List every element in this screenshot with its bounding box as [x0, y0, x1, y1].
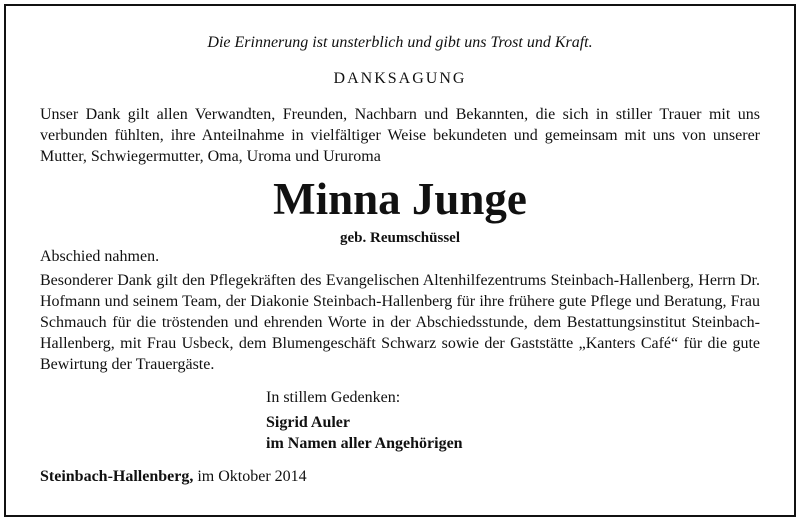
date: im Oktober 2014: [197, 468, 307, 485]
motto-quote: Die Erinnerung ist unsterblich und gibt uns Trost und Kraft.: [207, 34, 593, 51]
place: Steinbach-Hallenberg,: [40, 468, 194, 485]
farewell-line: Abschied nahmen.: [40, 248, 160, 265]
place-date-line: [40, 466, 307, 487]
birth-name: geb. Reumschüssel: [339, 230, 460, 246]
remembrance-label: In stillem Gedenken:: [266, 389, 401, 406]
deceased-name: Minna Junge: [273, 174, 527, 224]
signature-block: [266, 387, 463, 454]
signer-relation: im Namen aller Angehörigen: [266, 435, 463, 452]
notice-heading: DANKSAGUNG: [333, 70, 467, 87]
signer-name: Sigrid Auler: [266, 414, 351, 431]
special-thanks-paragraph: Besonderer Dank gilt den Pflegekräften des Evangelischen Altenhilfezentrums Steinbach-Hallenberg, Herrn Dr. Hofmann und seinem Team, der Diakonie Steinbach-Hallenberg für ihre frühere gute Pflege und Beratung, Frau Schmauch für die tröstenden und ehrenden Worte in der Abschiedsstunde, dem Bestattungsinstitut Steinbach-Hallenberg, mit Frau Usbeck, dem Blumengeschäft Schwarz sowie der Gaststätte „Kanters Café“ für die gute Bewirtung der Trauergäste.: [40, 272, 760, 373]
intro-paragraph: Unser Dank gilt allen Verwandten, Freunden, Nachbarn und Bekannten, die sich in stiller Trauer mit uns verbunden fühlten, ihre Anteilnahme in vielfältiger Weise bekundeten und gemeinsam mit uns von unserer Mutter, Schwiegermutter, Oma, Uroma und Ururoma: [40, 106, 760, 165]
